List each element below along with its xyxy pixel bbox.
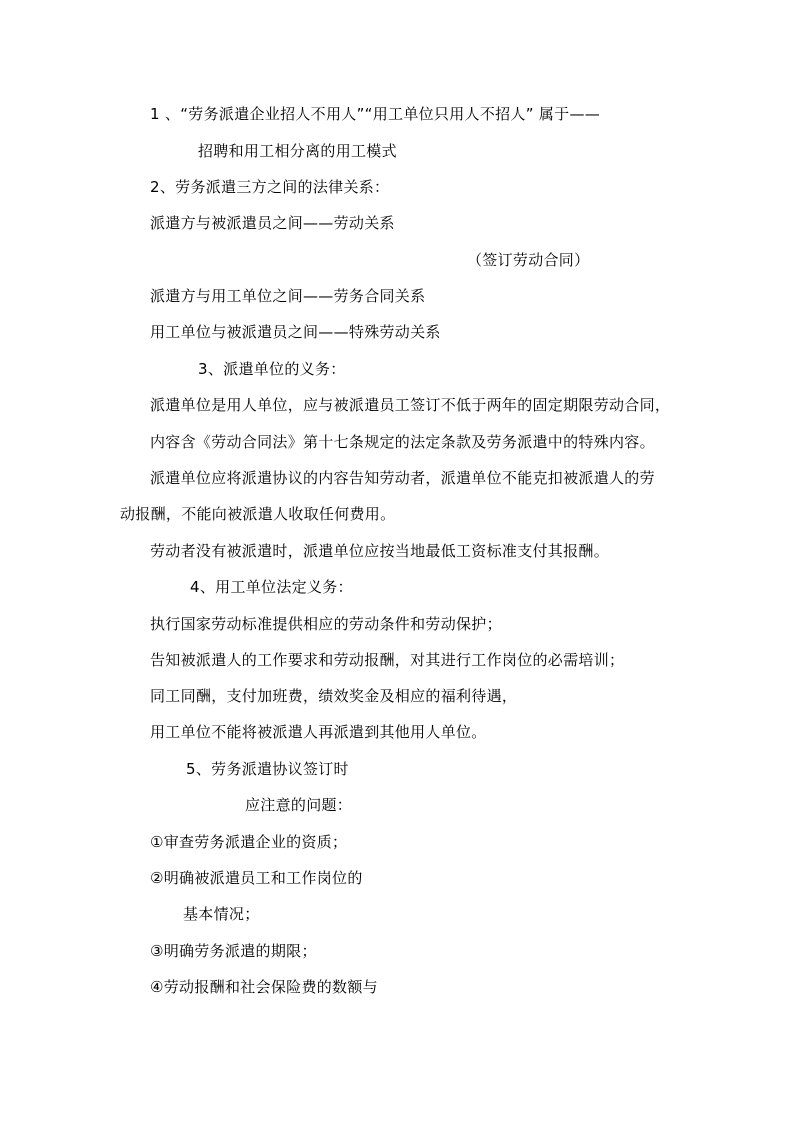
section-heading: 4、用工单位法定义务： [190,578,353,596]
section-heading: 2、劳务派遣三方之间的法律关系： [150,178,390,196]
text-line: 动报酬，不能向被派遣人收取任何费用。 [120,505,396,523]
text-line: 派遣方与用工单位之间——劳务合同关系 [150,287,426,305]
list-item: ①审查劳务派遣企业的资质； [150,833,348,851]
list-item: ④劳动报酬和社会保险费的数额与 [150,978,378,996]
text-line: 派遣方与被派遣员之间——劳动关系 [150,214,395,232]
text-line: 内容含《劳动合同法》第十七条规定的法定条款及劳务派遣中的特殊内容。 [150,433,655,451]
text-line: 派遣单位应将派遣协议的内容告知劳动者，派遣单位不能克扣被派遣人的劳 [150,469,655,487]
text-line: 招聘和用工相分离的用工模式 [198,142,397,160]
text-line: 告知被派遣人的工作要求和劳动报酬，对其进行工作岗位的必需培训； [150,651,625,669]
section-heading: 5、劳务派遣协议签订时 [186,760,349,778]
list-item: ②明确被派遣员工和工作岗位的 [150,869,363,887]
text-line: 应注意的问题： [245,796,353,814]
list-item: ③明确劳务派遣的期限； [150,942,317,960]
text-line: 基本情况； [183,905,260,923]
text-line: （签订劳动合同） [467,251,590,269]
text-line: 执行国家劳动标准提供相应的劳动条件和劳动保护； [150,615,502,633]
text-line: 1 、“劳务派遣企业招人不用人”“用工单位只用人不招人” 属于—— [150,105,601,123]
text-line: 劳动者没有被派遣时，派遣单位应按当地最低工资标准支付其报酬。 [150,542,610,560]
text-line: 同工同酬，支付加班费，绩效奖金及相应的福利待遇， [150,687,518,705]
text-line: 用工单位与被派遣员之间——特殊劳动关系 [150,323,441,341]
text-line: 用工单位不能将被派遣人再派遣到其他用人单位。 [150,723,487,741]
section-heading: 3、派遣单位的义务： [198,360,346,378]
text-line: 派遣单位是用人单位，应与被派遣员工签订不低于两年的固定期限劳动合同， [150,396,671,414]
